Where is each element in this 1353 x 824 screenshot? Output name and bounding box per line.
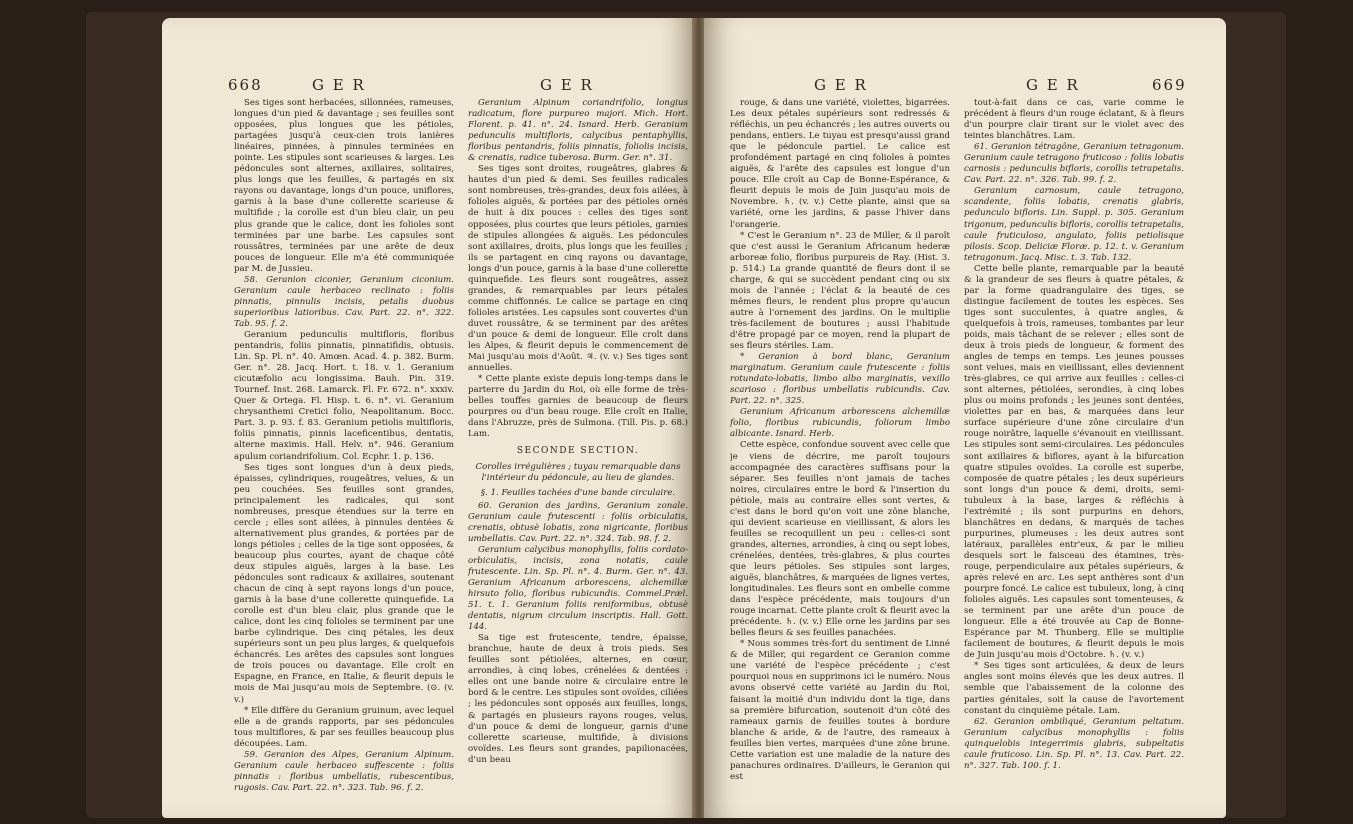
running-head: G E R [540,76,594,94]
paragraph: Geranium Africanum arborescens alchemillæ folio, floribus rubicundis, foliorum limbo albicante. Isnard. Herb. [730,407,950,440]
left-page-columns [234,98,688,810]
section-subheading: Corolles irrégulières ; tuyau remarquable dans l'intérieur du pédoncule, au lieu de glandes. [475,461,681,483]
left-page-column-2 [468,98,688,810]
paragraph: 62. Geranion ombiliqué, Geranium peltatum. Geranium calycibus monophyllis : foliis quinquelobis integerrimis glabris, subpeltatis caule fruticoso. Lin. Sp. Pl. n°. 13. Cav. Part. 22. n°. 327. Tab. 100. f. 1. [964,716,1184,771]
paragraph: Cette belle plante, remarquable par la beauté & la grandeur de ses fleurs à quatre pétales, & par la forme quadrangulaire des tiges, se distingue facilement de toutes les espèces. Ses tiges sont succulentes, à quatre angles, & quelquefois à trois, rameuses, tombantes par leur poids, mais tâchant de se relever ; elles sont de deux à trois pieds de longueur, & forment des angles de temps en temps. Les jeunes pousses sont velues, mais en vieillissant, elles deviennent très-glabres, ce qui arrive aux feuilles : celles-ci sont alternes, pétiolées, serondies, à cinq lobes plus ou moins profonds ; les jeunes sont dentées, violettes par en bas, & marquées dans leur surface supérieure d'une zône circulaire d'un rouge noirâtre, laquelle s'évanouit en vieillissant. Les stipules sont semi-circulaires. Les pédoncules sont axillaires & biflores, ayant à la bifurcation quatre stipules ovoïdes. La corolle est superbe, composée de quatre pétales ; les deux supérieurs sont longs d'un pouce & demi, droits, semi-tubuleux à la base, larges & réfléchis à l'extrémité ; ils sont purpurins en dehors, blanchâtres en dedans, & marqués de taches purpurines, plumeuses : les deux autres sont latéraux, parallèles entr'eux, & par le milieu desquels sort le faisceau des étamines, très-rouge, perpendiculaire aux pétales supérieurs, & après relevé en arc. Les sept anthères sont d'un pourpre foncé. Le calice est tubuleux, long, à cinq folioles aiguës. Les capsules sont tomenteuses, & se terminent par une arête d'un pouce de longueur. Elle a été trouvée au Cap de Bonne-Espérance par M. Thunberg. Elle se multiplie facilement de boutures, & fleurit depuis le mois de Juin jusqu'au mois d'Octobre. ♄. (v. v.) [964,263,1184,661]
paragraph: 60. Geranion des jardins, Geranium zonale. Geranium caule frutescenti : foliis orbiculatis, crenatis, obtusè lobatis, zona nigricante, floribus umbellatis. Cav. Part. 22. n°. 324. Tab. 98. f. 2. [468,500,688,544]
paragraph: * C'est le Geranium n°. 23 de Miller, & il paroît que c'est aussi le Geranium Africanum hederæ arboreæ folio, floribus purpureis de Ray. (Hist. 3. p. 514.) La grande quantité de fleurs dont il se charge, & qui se succèdent pendant cinq ou six mois de l'année ; l'éclat & la beauté de ces mêmes fleurs, le rendent plus propre qu'aucun autre à l'ornement des jardins. On le multiplie très-facilement de boutures ; aussi l'habitude d'être propagé par ce moyen, rend la plupart de ses fleurs stériles. Lam. [730,230,950,352]
right-page-columns [730,98,1184,810]
paragraph: Ses tiges sont longues d'un à deux pieds, épaisses, cylindriques, rougeâtres, velues, & un peu couchées. Ses feuilles sont grandes, principalement les radicales, qui sont nombreuses, presque étendues sur la terre en cercle ; elles sont ailées, à pinnules dentées & alternativement plus grandes, & portées par de longs pétioles ; celles de la tige sont opposées, & beaucoup plus courtes, ayant de chaque côté deux stipules aiguës, larges à la base. Les pédoncules sont radicaux & axillaires, soutenant chacun de cinq à sept rayons longs d'un pouce, garnis à la base d'une collerette quinquefide. La corolle est d'un bleu clair, plus grande que le calice, dont les cinq folioles se terminent par une barbe cylindrique. Des cinq pétales, les deux supérieurs sont un peu plus larges, & quelquefois échancrés. Les arêtes des capsules sont longues de trois pouces ou davantage. Elle croît en Espagne, en France, en Italie, & fleurit depuis le mois de Mai jusqu'au mois de Septembre. (⊙. (v. v.) [234,462,454,705]
section-heading: SECONDE SECTION. [516,446,640,457]
paragraph: * Ses tiges sont articulées, & deux de leurs angles sont moins élevés que les deux autres. Il semble que l'abaissement de la colonne des parties génitales, soit la cause de l'avortement constant du cinquième pétale. Lam. [964,661,1184,716]
right-page-column-1 [730,98,950,810]
page-number: 668 [228,76,263,94]
paragraph: Geranium calycibus monophyllis, foliis cordato-orbiculatis, incisis, zona notatis, caule frutescente. Lin. Sp. Pl. n°. 4. Burm. Ger. n°. 43. Geranium Africanum arborescens, alchemillæ hirsuto folio, floribus rubicundis. Commel.Præl. 51. t. 1. Geranium foliis reniformibus, obtusè dentatis, nigrum circulum inscriptis. Hall. Gott. 144. [468,544,688,633]
running-head: G E R [814,76,868,94]
paragraph: * Nous sommes très-fort du sentiment de Linné & de Miller, qui regardent ce Geranion comme une variété de l'espèce précédente ; c'est pourquoi nous en supprimons ici le numéro. Nous avons observé cette variété au Jardin du Roi, faisant la moitié d'un individu dont la tige, dans sa première bifurcation, soutenoit d'un côté des rameaux garnis de feuilles toutes à bordure blanche & aride, & de l'autre, des rameaux à feuilles bien vertes, marquées d'une zône brune. Cette variation est une maladie de la nature des panachures ordinaires. D'ailleurs, le Geranion qui est [730,639,950,782]
paragraph: Ses tiges sont droites, rougeâtres, glabres & hautes d'un pied & demi. Ses feuilles radicales sont nombreuses, très-grandes, deux fois ailées, à folioles aiguës, & portées par des pétioles ornés de huit à dix pouces : celles des tiges sont opposées, plus courtes que leurs pétioles, garnies de stipules allongées & aiguës. Les pédoncules sont axillaires, droits, plus longs que les feuilles ; ils se partagent en cinq rayons ou davantage, longs d'un pouce, garnis à la base d'une collerette quinquefide. Les fleurs sont rougeâtres, assez grandes, & remarquables par leurs pétales comme chiffonnés. Le calice se partage en cinq folioles aristées. Les capsules sont couvertes d'un duvet roussâtre, & se terminent par des arêtes d'un pouce & demi de longueur. Elle croît dans les Alpes, & fleurit depuis le commencement de Mai jusqu'au mois d'Août. ♃. (v. v.) Ses tiges sont annuelles. [468,164,688,374]
left-page [162,18,694,818]
paragraph: Ses tiges sont herbacées, sillonnées, rameuses, longues d'un pied & davantage ; ses feuilles sont opposées, plus longues que les pétioles, partagées jusqu'à ceux-cien trois lanières linéaires, pinnées, à pinnules terminées en pointe. Les stipules sont scarieuses & larges. Les pédoncules sont alternes, axillaires, solitaires, plus longs que les feuilles, & partagés en six rayons ou davantage, longs d'un pouce, uniflores, garnis à la base d'une collerette scarieuse & multifide ; la corolle est d'un bleu clair, un peu plus grande que le calice, dont les folioles sont terminées par une barbe. Les capsules sont roussâtres, terminées par une arête de deux pouces de longueur. Elle m'a été communiquée par M. de Jussieu. [234,98,454,274]
right-page-column-2 [964,98,1184,810]
paragraph: Geranium carnosum, caule tetragono, scandente, foliis lobatis, crenatis glabris, pedunculo bifloris. Lin. Suppl. p. 305. Geranium trigonum, pedunculis bifloris, corollis tetrapetalis, caule fruticuloso, angulato, foliis petiolisque pilosis. Scop. Deliciæ Floræ. p. 12. t. v. Geranium tetragonum. Jacq. Misc. t. 3. Tab. 132. [964,186,1184,263]
paragraph: tout-à-fait dans ce cas, varie comme le précédent à fleurs d'un rouge éclatant, & à fleurs d'un pourpre clair tirant sur le violet avec des teintes blanchâtres. Lam. [964,98,1184,142]
subsection-heading: §. 1. Feuilles tachées d'une bande circulaire. [480,487,676,498]
paragraph: 61. Geranion tétragône, Geranium tetragonum. Geranium caule tetragono fruticoso : foliis lobatis carnosis : pedunculis bifloris, corollis tetrapetalis. Cav. Part. 22. n°. 326. Tab. 99. f. 2. [964,142,1184,186]
paragraph: Geranium Alpinum coriandrifolio, longius radicatum, flore purpureo majori. Mich. Hort. Florent. p. 41. n°. 24. Isnard. Herb. Geranium pedunculis multifloris, calycibus pentaphyllis, floribus pentandris, foliis pinnatis, foliolis incisis, & crenatis, radice tuberosa. Burm. Ger. n°. 31. [468,98,688,164]
paragraph: Geranium pedunculis multifloris, floribus pentandris, foliis pinnatis, pinnatifidis, obtusis. Lin. Sp. Pl. n°. 40. Amœn. Acad. 4. p. 382. Burm. Ger. n°. 28. Jacq. Hort. t. 18. v. 1. Geranium cicutæfolio acu longissima. Bauh. Pin. 319. Tournef. Inst. 268. Lamarck. Fl. Fr. 672. n°. xxxiv. Quer & Ortega. Fl. Hisp. t. 6. n°. vi. Geranium chrysanthemi Cretici folio, Neapolitanum. Bocc. Part. 3. p. 93. f. 83. Geranium petiolis multifloris, foliis pinnatis, pinnis laceficentibus, dentatis, alterne maximis. Hall. Helv. n°. 946. Geranium apulum coriandrifolium. Col. Ecphr. 1. p. 136. [234,329,454,462]
right-page-header [704,76,1226,98]
left-page-header [162,76,694,98]
paragraph: Sa tige est frutescente, tendre, épaisse, branchue, haute de deux à trois pieds. Ses feuilles sont pétiolées, alternes, en cœur, arrondies, à cinq lobes, crénelées & dentées : elles ont une bande noire & circulaire entre le bord & le centre. Les stipules sont ovoïdes, ciliées ; les pédoncules sont opposés aux feuilles, longs, & partagés en plusieurs rayons rouges, velus, d'un pouce & demi de longueur, garnis d'une collerette scarieuse, multifide, à divisions ovoïdes. Les fleurs sont grandes, papilionacées, d'un beau [468,633,688,765]
right-page [704,18,1226,818]
paragraph: * Elle diffère du Geranium gruinum, avec lequel elle a de grands rapports, par ses pédoncules tous multiflores, & par ses feuilles beaucoup plus découpées. Lam. [234,705,454,749]
paragraph: Cette espèce, confondue souvent avec celle que je viens de décrire, me paroît toujours accompagnée des caractères suffisans pour la séparer. Ses feuilles n'ont jamais de taches noires, circulaires entre le bord & l'insertion du pétiole, mais au contraire elles sont vertes, & c'est dans le bord qu'on voit une zône blanche, qui devient scarieuse en vieillissant, & alors les feuilles se recoquillent un peu : celles-ci sont grandes, alternes, arrondies, à cinq ou sept lobes, crénelées, dentées, très-glabres, & plus courtes que leurs pétioles. Ses stipules sont larges, aiguës, blanchâtres, & marquées de lignes vertes, longitudinales. Les fleurs sont en ombelle comme dans l'espèce précédente, mais toujours d'un rouge incarnat. Cette plante croît & fleurit avec la précédente. ♄. (v. v.) Elle orne les jardins par ses belles fleurs & ses feuilles panachées. [730,440,950,639]
paragraph: * Geranion à bord blanc, Geranium marginatum. Geranium caule frutescente : foliis rotundato-lobatis, limbo albo marginatis, vexillo scarioso : floribus umbellatis rubicundis. Cav. Part. 22. n°. 325. [730,352,950,407]
paragraph: 59. Geranion des Alpes, Geranium Alpinum. Geranium caule herbaceo suffescente : foliis pinnatis : floribus umbellatis, rubescentibus, rugosis. Cav. Part. 22. n°. 323. Tab. 96. f. 2. [234,749,454,793]
paragraph: * Cette plante existe depuis long-temps dans le parterre du Jardin du Roi, où elle forme de très-belles touffes garnies de beaucoup de fleurs pourpres ou d'un beau rouge. Elle croît en Italie, dans l'Abruzze, près de Sulmona. (Till. Pis. p. 68.) Lam. [468,374,688,440]
page-number: 669 [1152,76,1187,94]
running-head: G E R [312,76,366,94]
running-head: G E R [1026,76,1080,94]
paragraph: rouge, & dans une variété, violettes, bigarrées. Les deux pétales supérieurs sont redressés & réfléchis, un peu échancrés ; les autres ouverts ou pendans, entiers. Le tuyau est presqu'aussi grand que le pédoncule partiel. Le calice est profondément partagé en cinq folioles à pointes aiguës, & l'arête des capsules est longue d'un pouce. Elle croît au Cap de Bonne-Espérance, & fleurit depuis le mois de Juin jusqu'au mois de Novembre. ♄. (v. v.) Cette plante, ainsi que sa variété, orne les jardins, & passe l'hiver dans l'orangerie. [730,98,950,230]
paragraph: 58. Geranion ciconier, Geranium ciconium. Geranium caule herbaceo reclinato : foliis pinnatis, pinnulis incisis, petalis duobus superioribus latioribus. Cav. Part. 22. n°. 322. Tab. 95. f. 2. [234,274,454,329]
left-page-column-1 [234,98,454,810]
